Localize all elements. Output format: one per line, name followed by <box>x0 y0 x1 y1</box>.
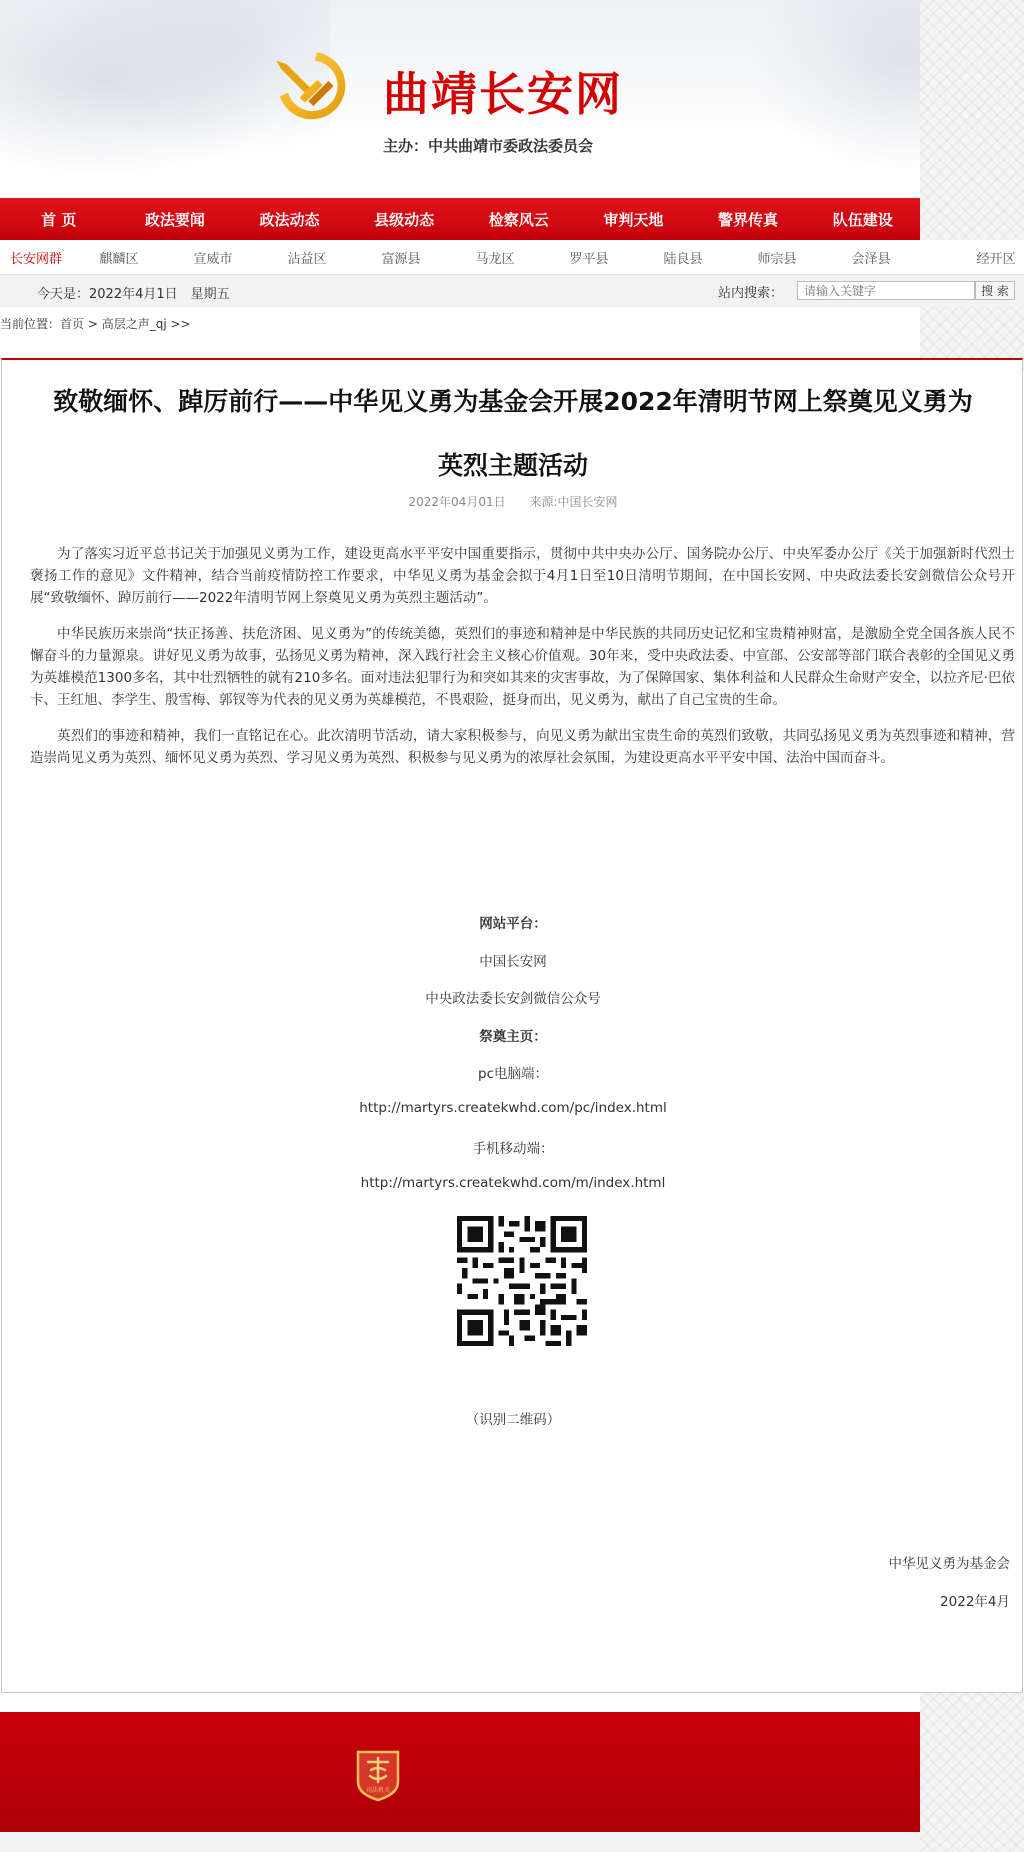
nav-item-politics-news[interactable]: 政法要闻 <box>144 210 205 229</box>
mobile-label: 手机移动端： <box>472 1141 554 1157</box>
nav-item-home[interactable]: 首 页 <box>41 210 77 229</box>
footer <box>0 1712 920 1832</box>
justice-emblem-icon <box>354 1748 402 1802</box>
sub-nav-malong[interactable]: 马龙区 <box>475 251 515 267</box>
sub-nav-zhanyi[interactable]: 沾益区 <box>287 251 327 267</box>
party-emblem-icon <box>268 44 352 128</box>
breadcrumb-home-link[interactable]: 首页 <box>60 317 85 331</box>
main-nav <box>0 198 920 240</box>
sub-nav-jingkai[interactable]: 经开区 <box>976 251 1016 267</box>
search-input[interactable] <box>797 281 975 300</box>
breadcrumb-prefix: 当前位置： <box>0 317 61 331</box>
article-panel <box>1 358 1023 1693</box>
today-date: 今天是：2022年4月1日 星期五 <box>37 287 230 302</box>
sub-nav-huize[interactable]: 会泽县 <box>851 251 891 267</box>
platform-website: 中国长安网 <box>479 954 547 970</box>
nav-item-politics-updates[interactable]: 政法动态 <box>259 210 320 229</box>
qr-caption: （识别二维码） <box>465 1412 561 1428</box>
article-body <box>30 543 1015 783</box>
breadcrumb-section-link[interactable]: 高层之声_qj <box>101 317 167 331</box>
article-title-line: 英烈主题活动 <box>437 451 588 480</box>
side-pattern <box>920 0 1024 370</box>
memorial-heading: 祭奠主页： <box>479 1029 547 1045</box>
sub-nav-xuanwei[interactable]: 宣威市 <box>193 251 233 267</box>
svg-text:司法机关: 司法机关 <box>365 1787 391 1794</box>
pc-label: pc电脑端： <box>478 1066 548 1082</box>
search-button[interactable]: 搜 索 <box>975 281 1015 300</box>
nav-item-county-updates[interactable]: 县级动态 <box>374 210 435 229</box>
breadcrumb-suffix: >> <box>166 317 191 331</box>
sub-nav-qilin[interactable]: 麒麟区 <box>99 251 139 267</box>
platform-heading: 网站平台： <box>479 916 547 932</box>
side-pattern <box>920 1693 1024 1852</box>
search-label: 站内搜索： <box>718 286 784 301</box>
article-source: 来源:中国长安网 <box>529 495 618 509</box>
sub-nav-shizong[interactable]: 师宗县 <box>757 251 797 267</box>
nav-item-team-building[interactable]: 队伍建设 <box>832 210 893 229</box>
platform-wechat: 中央政法委长安剑微信公众号 <box>425 991 601 1007</box>
sub-nav-fuyuan[interactable]: 富源县 <box>381 251 421 267</box>
nav-item-procuratorate[interactable]: 检察风云 <box>488 210 549 229</box>
article-title-line: 致敬缅怀、踔厉前行——中华见义勇为基金会开展2022年清明节网上祭奠见义勇为 <box>53 387 973 416</box>
nav-item-court[interactable]: 审判天地 <box>603 210 664 229</box>
sub-nav <box>0 240 1024 275</box>
qr-code <box>457 1216 587 1346</box>
article-paragraph: 中华民族历来崇尚“扶正扬善、扶危济困、见义勇为”的传统美德，英烈们的事迹和精神是中华民族的共同历史记忆和宝贵精神财富，是激励全党全国各族人民不懈奋斗的力量源泉。讲好见义勇为故事，弘扬见义勇为精神，深入践行社会主义核心价值观。30年来，受中央政法委、中宣部、公安部等部门联合表彰的全国见义勇为英雄模范1300多名，其中壮烈牺牲的就有210多名。面对违法犯罪行为和突如其来的灾害事故，为了保障国家、集体利益和人民群众生命财产安全，以拉齐尼·巴依卡、王红旭、李学生、殷雪梅、郭钗等为代表的见义勇为英雄模范，不畏艰险，挺身而出，见义勇为，献出了自己宝贵的生命。 <box>30 626 1015 708</box>
site-title: 曲靖长安网 <box>383 67 623 121</box>
nav-item-police[interactable]: 警界传真 <box>718 210 779 229</box>
signature-date: 2022年4月 <box>940 1594 1010 1610</box>
article-title <box>2 370 1024 498</box>
site-sponsor: 主办：中共曲靖市委政法委员会 <box>383 137 594 155</box>
mobile-url-link[interactable]: http://martyrs.createkwhd.com/m/index.html <box>360 1175 666 1191</box>
breadcrumb <box>0 315 191 332</box>
sub-nav-luoping[interactable]: 罗平县 <box>569 251 609 267</box>
sub-nav-group[interactable]: 长安网群 <box>9 251 62 267</box>
info-bar <box>0 275 1024 307</box>
article-paragraph: 英烈们的事迹和精神，我们一直铭记在心。此次清明节活动，请大家积极参与，向见义勇为献出宝贵生命的英烈们致敬，共同弘扬见义勇为英烈事迹和精神，营造崇尚见义勇为英烈、缅怀见义勇为英烈、学习见义勇为英烈、积极参与见义勇为的浓厚社会氛围，为建设更高水平平安中国、法治中国而奋斗。 <box>30 728 1015 766</box>
header-banner <box>0 0 1024 198</box>
sub-nav-luliang[interactable]: 陆良县 <box>663 251 703 267</box>
article-paragraph: 为了落实习近平总书记关于加强见义勇为工作，建设更高水平平安中国重要指示，贯彻中共中央办公厅、国务院办公厅、中央军委办公厅《关于加强新时代烈士褒扬工作的意见》文件精神，结合当前疫情防控工作要求，中华见义勇为基金会拟于4月1日至10日清明节期间，在中国长安网、中央政法委长安剑微信公众号开展“致敬缅怀、踔厉前行——2022年清明节网上祭奠见义勇为英烈主题活动”。 <box>30 546 1015 606</box>
pc-url-link[interactable]: http://martyrs.createkwhd.com/pc/index.html <box>359 1100 667 1116</box>
signature-organization: 中华见义勇为基金会 <box>888 1556 1010 1572</box>
article-meta <box>2 493 1024 510</box>
article-date: 2022年04月01日 <box>408 495 506 509</box>
breadcrumb-separator: > <box>84 317 102 331</box>
bottom-strip <box>0 1832 920 1852</box>
